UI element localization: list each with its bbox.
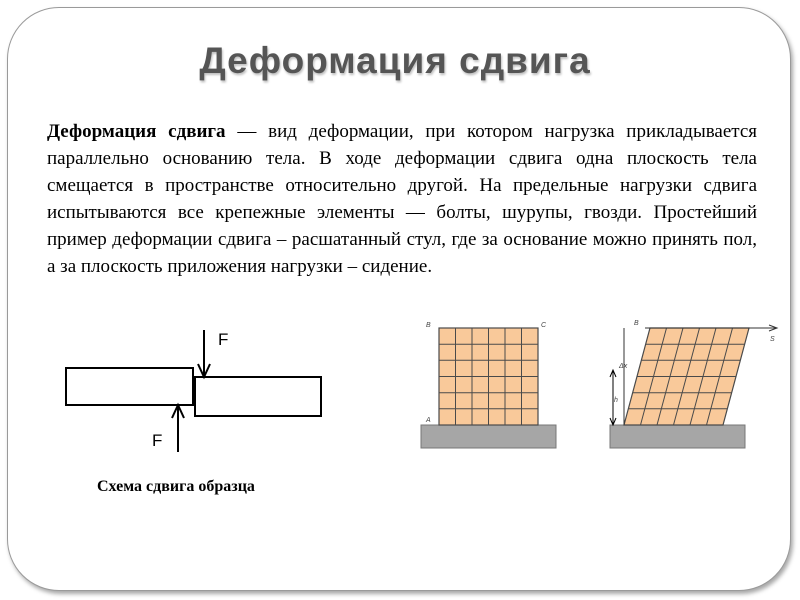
sheared-base-plate (610, 425, 745, 448)
sheared-label-dx: Δx (619, 363, 628, 370)
force-top-label: F (218, 330, 229, 349)
slide-title: Деформация сдвига (199, 40, 591, 81)
sheared-label-s: S (770, 336, 775, 343)
definition-term: Деформация сдвига (47, 121, 226, 142)
scheme-caption: Схема сдвига образца (97, 478, 255, 495)
definition-text: — вид деформации, при котором нагрузка прикладывается параллельно основанию тела. В ходе деформации сдвига одна плоскость тела смещается в пространстве относительно другой. На предельные нагрузки сдвига испытываются все крепежные элементы — болты, шурупы, гвозди. Простейший пример деформации сдвига – расшатанный стул, где за основание можно принять пол, а за плоскость приложения нагрузки – сидение. (47, 121, 758, 277)
force-bottom-label: F (152, 431, 163, 450)
sheared-label-b: B (634, 320, 639, 327)
corner-label-b: B (426, 322, 431, 329)
sheared-label-h: h (614, 397, 618, 404)
corner-label-c: C (541, 322, 547, 329)
corner-label-a: A (426, 417, 431, 424)
